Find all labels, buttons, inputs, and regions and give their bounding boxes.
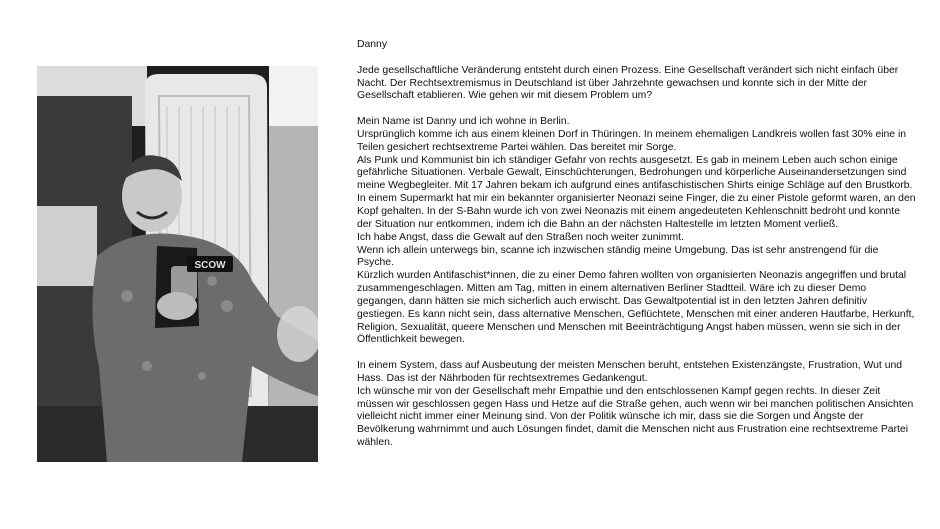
paragraph-conclusion: In einem System, dass auf Ausbeutung der meisten Menschen beruht, entstehen Existenzängste, Frustration, Wut und Hass. Das ist der Nährboden für rechtsextremes Gedankengut. Ich wünsche mir von der Gesellschaft mehr Empathie und den entschlossenen Kampf gegen rechts. In dieser Zeit müssen wir geschlossen gegen Hass und Hetze auf die Straße gehen, auch wenn wir bei manchen politischen Ansichten vielleicht nicht immer einer Meinung sind. Von der Politik wünsche ich mir, dass sie die Sorgen und Ängste der Bevölkerung wahrnimmt und auch Lösungen findet, damit die Menschen nicht aus Frustration eine rechtsextreme Partei wählen. [357, 360, 914, 449]
article-text [357, 39, 917, 450]
spacer [357, 103, 917, 116]
article-title: Danny [357, 39, 388, 50]
spacer [357, 52, 917, 65]
paragraph-intro: Jede gesellschaftliche Veränderung entsteht durch einen Prozess. Eine Gesellschaft verändert sich nicht einfach über Nacht. Der Rechtsextremismus in Deutschland ist über Jahrzehnte gewachsen und konnte sich in der Mitte der Gesellschaft etablieren. Wie gehen wir mit diesem Problem um? [357, 64, 899, 102]
portrait-illustration [37, 66, 318, 462]
paragraph-story: Mein Name ist Danny und ich wohne in Berlin. Ursprünglich komme ich aus einem kleinen Dorf in Thüringen. In meinem ehemaligen Landkreis wollen fast 30% eine in Teilen gesichert rechtsextreme Partei wählen. Das bereitet mir Sorge. Als Punk und Kommunist bin ich ständiger Gefahr von rechts ausgesetzt. Es gab in meinem Leben auch schon einige gefährliche Situationen. Verbale Gewalt, Einschüchterungen, Bedrohungen und körperliche Auseinandersetzungen sind meine Wegbegleiter. Mit 17 Jahren bekam ich aufgrund eines antifaschistischen Shirts einige Schläge auf den Brustkorb. In einem Supermarkt hat mir ein bekannter organisierter Neonazi seine Finger, die zu einer Pistole geformt waren, an den Kopf gehalten. In der S-Bahn wurde ich von zwei Neonazis mit einem angedeuteten Kehlenschnitt bedroht und konnte der Situation nur entkommen, indem ich die Bahn an der nächsten Haltestelle im letzten Moment verließ. Ich habe Angst, dass die Gewalt auf den Straßen noch weiter zunimmt. Wenn ich allein unterwegs bin, scanne ich inzwischen ständig meine Umgebung. Das ist sehr anstrengend für die Psyche. Kürzlich wurden Antifaschist*innen, die zu einer Demo fahren wollten von organisierten Neonazis angegriffen und brutal zusammengeschlagen. Mitten am Tag, mitten in einem alternativen Berliner Stadtteil. Wäre ich zu dieser Demo gegangen, dann hätten sie mich sicherlich auch erwischt. Das Gewaltpotential ist in den letzten Jahren definitiv gestiegen. Es kann nicht sein, dass alternative Menschen, Geflüchtete, Menschen mit einer anderen Hautfarbe, Herkunft, Religion, Sexualität, queere Menschen und Menschen mit Beeinträchtigung Angst haben müssen, wenn sie sich in der Öffentlichkeit bewegen. [357, 116, 916, 346]
spacer [357, 347, 917, 360]
jacket-patch-text: SCOW [194, 260, 226, 271]
portrait-photo [37, 66, 318, 462]
